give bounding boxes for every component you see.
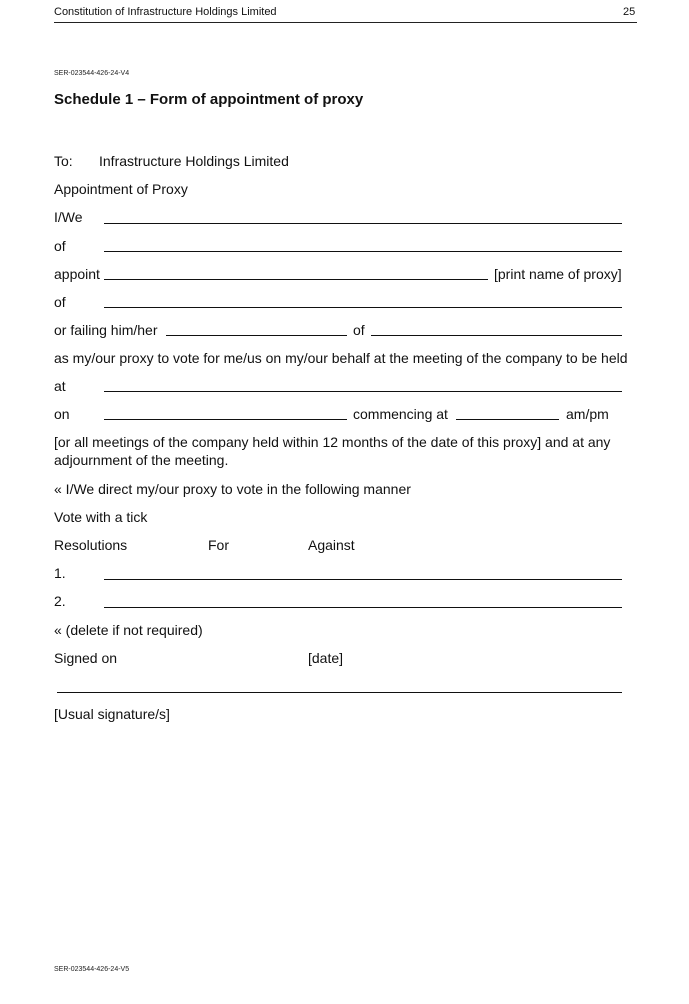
resolutions-column-header: Resolutions — [54, 537, 128, 553]
on-label: on — [54, 406, 70, 422]
for-column-header: For — [208, 537, 229, 553]
alternate-proxy-input-line[interactable] — [166, 335, 347, 336]
delete-note: « (delete if not required) — [54, 622, 203, 638]
to-company-name: Infrastructure Holdings Limited — [99, 153, 289, 169]
schedule-title: Schedule 1 – Form of appointment of proxy — [54, 91, 364, 108]
ampm-label: am/pm — [566, 406, 609, 422]
commencing-label: commencing at — [353, 406, 448, 422]
alternate-address-input-line[interactable] — [371, 335, 622, 336]
at-label: at — [54, 378, 66, 394]
date-hint: [date] — [308, 650, 344, 666]
of-address-input-line[interactable] — [104, 251, 622, 252]
document-reference-bottom: SER-023544-426-24-V5 — [54, 966, 130, 973]
print-name-hint: [print name of proxy] — [494, 266, 622, 282]
resolution-1-input-line[interactable] — [104, 579, 622, 580]
iwe-input-line[interactable] — [104, 223, 622, 224]
meeting-place-input-line[interactable] — [104, 391, 622, 392]
all-meetings-line-1: [or all meetings of the company held within 12 months of the date of this proxy] and at any — [54, 434, 611, 450]
page-number: 25 — [623, 6, 636, 18]
proxy-name-input-line[interactable] — [104, 279, 488, 280]
resolution-1-number: 1. — [54, 565, 66, 581]
resolution-2-input-line[interactable] — [104, 607, 622, 608]
direct-statement: « I/We direct my/our proxy to vote in the following manner — [54, 481, 411, 497]
meeting-date-input-line[interactable] — [104, 419, 347, 420]
appointment-heading: Appointment of Proxy — [54, 181, 188, 197]
of-label: of — [54, 238, 66, 254]
signature-hint: [Usual signature/s] — [54, 706, 170, 722]
all-meetings-line-2: adjournment of the meeting. — [54, 452, 229, 468]
proxy-of-label: of — [54, 294, 66, 310]
resolution-2-number: 2. — [54, 593, 66, 609]
vote-statement: as my/our proxy to vote for me/us on my/our behalf at the meeting of the company to be held — [54, 350, 628, 366]
failing-label: or failing him/her — [54, 322, 158, 338]
iwe-label: I/We — [54, 209, 83, 225]
signed-on-label: Signed on — [54, 650, 118, 666]
document-reference-top: SER-023544-426-24-V4 — [54, 70, 130, 77]
vote-tick-instruction: Vote with a tick — [54, 509, 148, 525]
to-label: To: — [54, 153, 73, 169]
against-column-header: Against — [308, 537, 355, 553]
signature-input-line[interactable] — [57, 692, 622, 693]
alternate-of-label: of — [353, 322, 365, 338]
meeting-time-input-line[interactable] — [456, 419, 559, 420]
proxy-address-input-line[interactable] — [104, 307, 622, 308]
running-header-title: Constitution of Infrastructure Holdings Limited — [54, 6, 277, 18]
header-rule — [54, 22, 637, 23]
appoint-label: appoint — [54, 266, 100, 282]
